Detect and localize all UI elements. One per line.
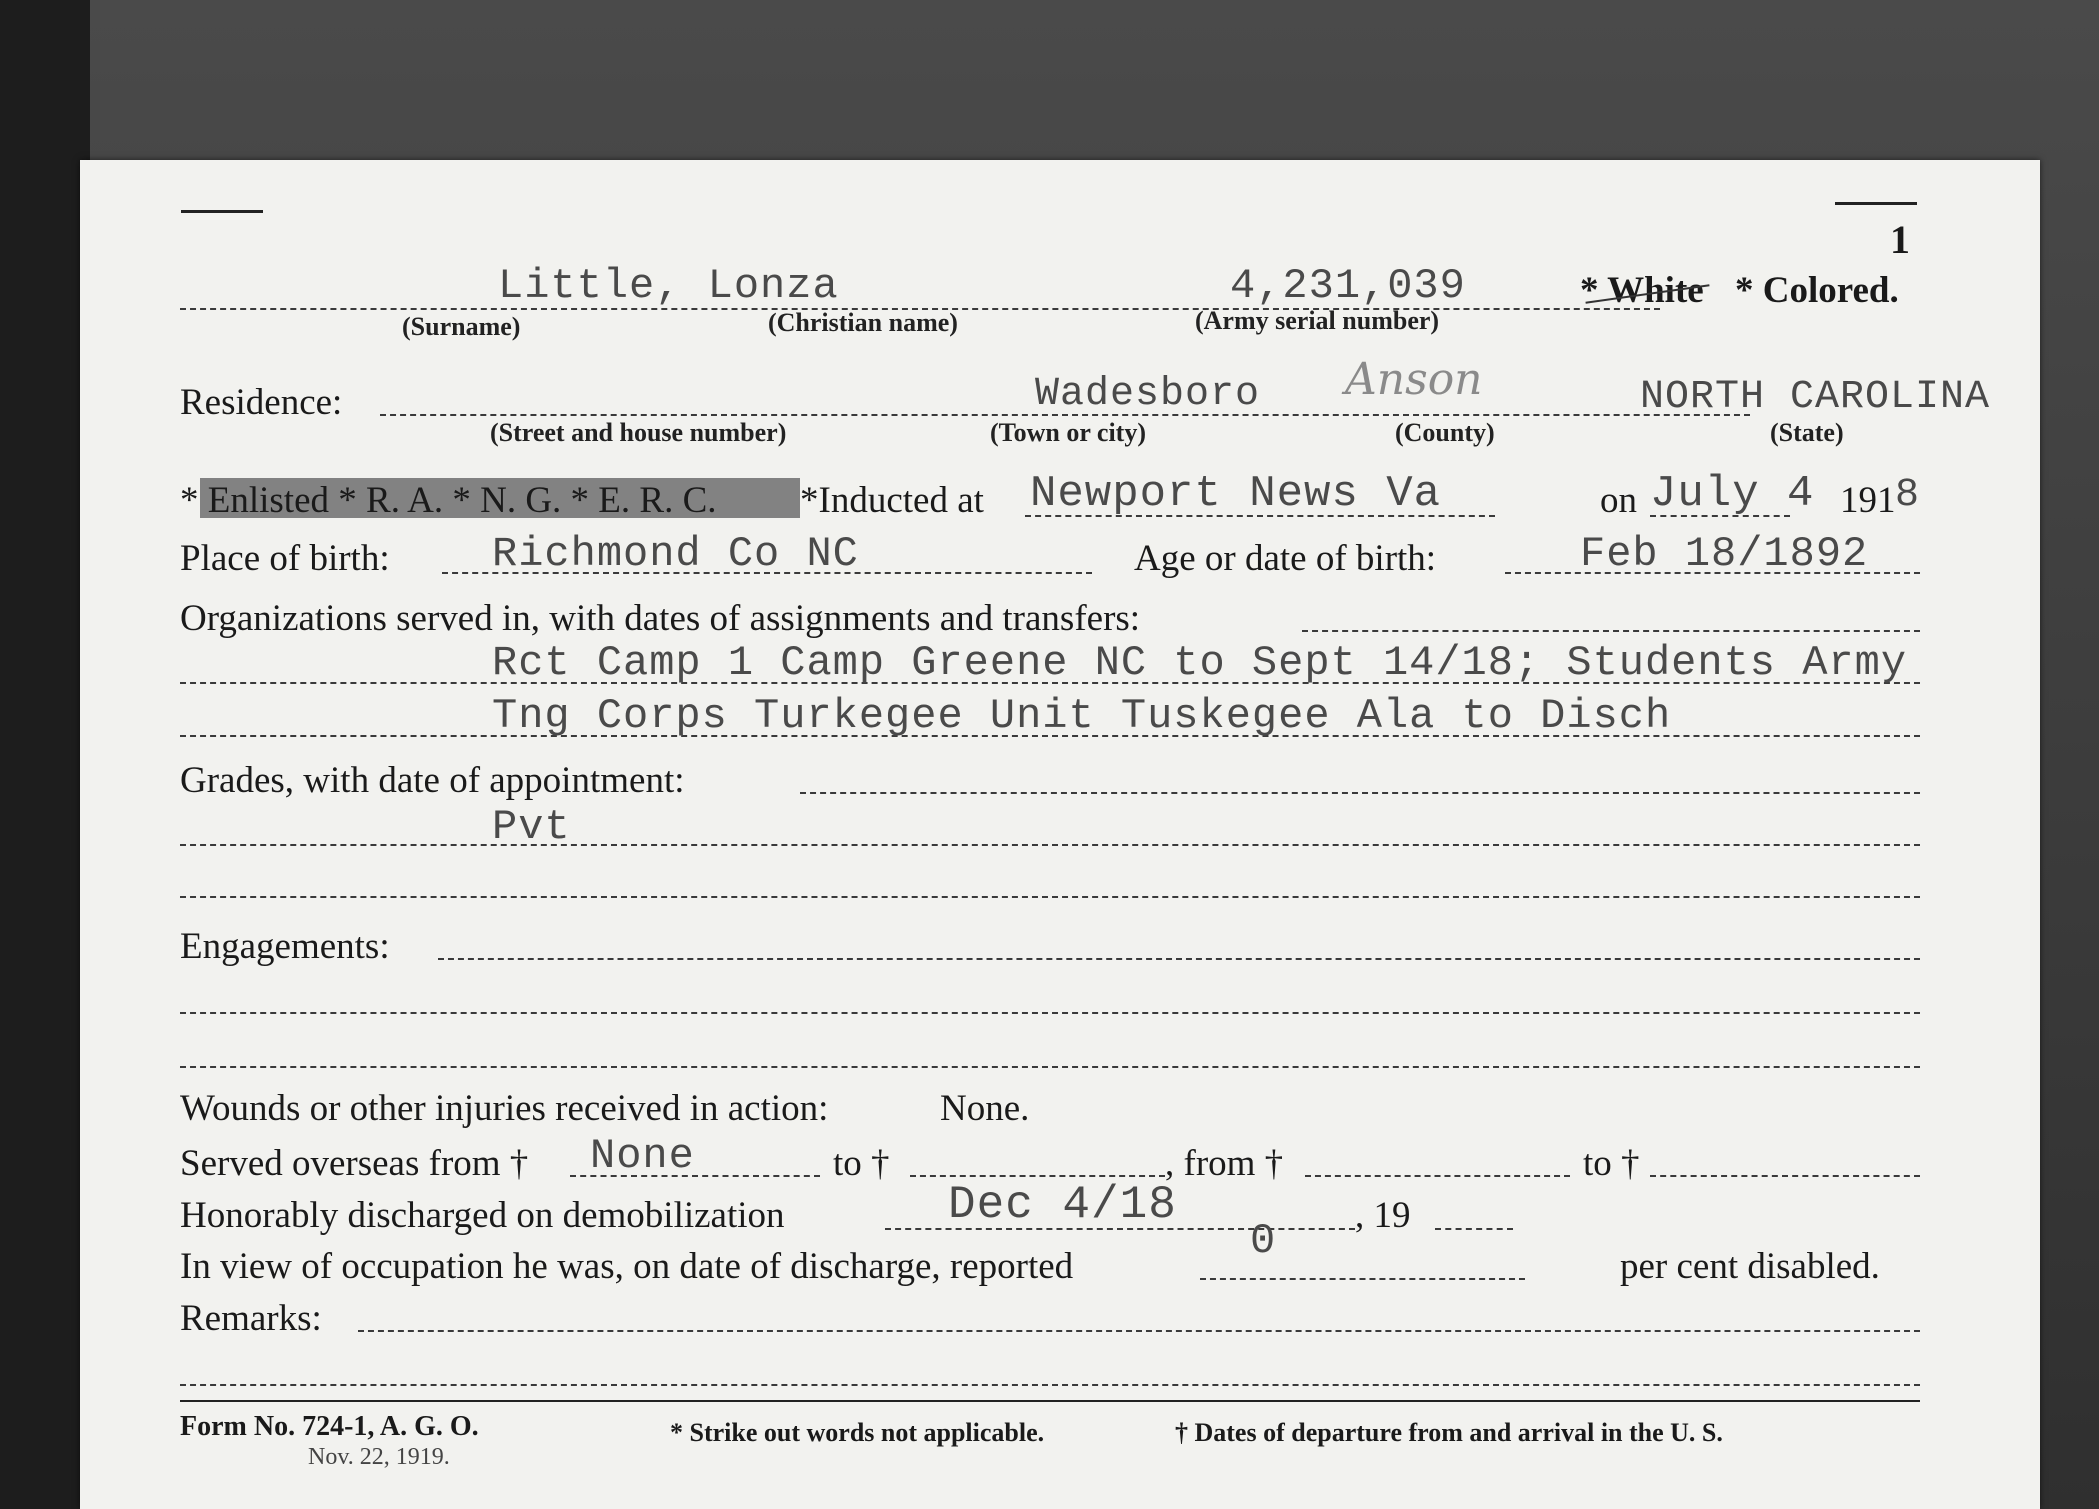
form-date: Nov. 22, 1919. xyxy=(308,1444,450,1470)
top-left-rule xyxy=(181,210,263,213)
discharge-year-label: , 19 xyxy=(1355,1195,1411,1236)
residence-state: NORTH CAROLINA xyxy=(1640,375,1991,420)
serial-caption: (Army serial number) xyxy=(1195,306,1440,335)
town-caption: (Town or city) xyxy=(990,418,1146,447)
remarks-line-0 xyxy=(358,1330,1920,1332)
wounds-label: Wounds or other injuries received in action: xyxy=(180,1088,829,1129)
discharge-year-line xyxy=(1435,1228,1513,1230)
colored-label: * Colored. xyxy=(1735,270,1899,311)
overseas-to2-line xyxy=(1650,1175,1920,1177)
county-caption: (County) xyxy=(1395,418,1495,447)
residence-label: Residence: xyxy=(180,382,343,423)
state-caption: (State) xyxy=(1770,418,1844,447)
engagements-label: Engagements: xyxy=(180,926,390,967)
overseas-to-line xyxy=(910,1175,1165,1177)
christian-name-caption: (Christian name) xyxy=(768,308,958,337)
inducted-place: Newport News Va xyxy=(1030,469,1442,519)
organizations-label: Organizations served in, with dates of assignments and transfers: xyxy=(180,598,1141,639)
scan-edge-shadow xyxy=(0,0,90,1509)
grades-line-0 xyxy=(800,792,1920,794)
grades-line-2 xyxy=(180,896,1920,898)
disability-suffix: per cent disabled. xyxy=(1620,1246,1880,1287)
card-number: 1 xyxy=(1890,217,1910,262)
overseas-value: None xyxy=(590,1132,695,1180)
top-right-rule xyxy=(1835,202,1917,205)
discharge-label: Honorably discharged on demobilization xyxy=(180,1195,785,1236)
grades-label: Grades, with date of appointment: xyxy=(180,760,685,801)
inducted-label: *Inducted at xyxy=(800,480,984,521)
disability-line xyxy=(1200,1278,1525,1280)
overseas-from-label: Served overseas from † xyxy=(180,1143,529,1184)
service-record-card xyxy=(80,160,2040,1509)
place-of-birth: Richmond Co NC xyxy=(492,530,859,578)
organizations-text-2: Tng Corps Turkegee Unit Tuskegee Ala to Disch xyxy=(492,692,1672,740)
overseas-to-label: to † xyxy=(833,1143,890,1184)
footer-rule xyxy=(180,1400,1920,1402)
engagements-line-2 xyxy=(180,1066,1920,1068)
place-of-birth-label: Place of birth: xyxy=(180,538,390,579)
age-label: Age or date of birth: xyxy=(1134,538,1437,579)
serial-number: 4,231,039 xyxy=(1230,262,1466,310)
form-number: Form No. 724-1, A. G. O. xyxy=(180,1411,479,1442)
dates-note: † Dates of departure from and arrival in the U. S. xyxy=(1175,1418,1723,1447)
discharge-date: Dec 4/18 xyxy=(948,1179,1177,1231)
typed-name: Little, Lonza xyxy=(498,262,839,310)
overseas-from2-label: , from † xyxy=(1165,1143,1284,1184)
residence-county-handwritten: Anson xyxy=(1345,354,1483,405)
enlisted-options: * Enlisted * R. A. * N. G. * E. R. C. xyxy=(180,480,717,521)
surname-caption: (Surname) xyxy=(402,312,521,341)
induction-year-printed: 191 xyxy=(1840,480,1896,521)
engagements-line-1 xyxy=(180,1012,1920,1014)
street-caption: (Street and house number) xyxy=(490,418,787,447)
grade-value: Pvt xyxy=(492,803,571,851)
disability-value: 0 xyxy=(1250,1217,1277,1265)
white-label: * White xyxy=(1580,270,1704,311)
overseas-to2-label: to † xyxy=(1583,1143,1640,1184)
induction-year-typed: 8 xyxy=(1895,473,1921,518)
overseas-from2-line xyxy=(1305,1175,1570,1177)
remarks-line-1 xyxy=(180,1384,1920,1386)
grades-line-1 xyxy=(180,844,1920,846)
inducted-date: July 4 xyxy=(1650,469,1815,519)
organizations-text-1: Rct Camp 1 Camp Greene NC to Sept 14/18; Students Army xyxy=(492,639,1908,687)
residence-town: Wadesboro xyxy=(1035,372,1261,417)
engagements-line-0 xyxy=(438,958,1920,960)
organizations-line-0 xyxy=(1302,630,1920,632)
on-label: on xyxy=(1600,480,1637,521)
strike-note: * Strike out words not applicable. xyxy=(670,1418,1045,1447)
date-of-birth: Feb 18/1892 xyxy=(1580,530,1869,578)
remarks-label: Remarks: xyxy=(180,1298,322,1339)
wounds-value: None. xyxy=(940,1088,1030,1129)
disability-label: In view of occupation he was, on date of discharge, reported xyxy=(180,1246,1074,1287)
